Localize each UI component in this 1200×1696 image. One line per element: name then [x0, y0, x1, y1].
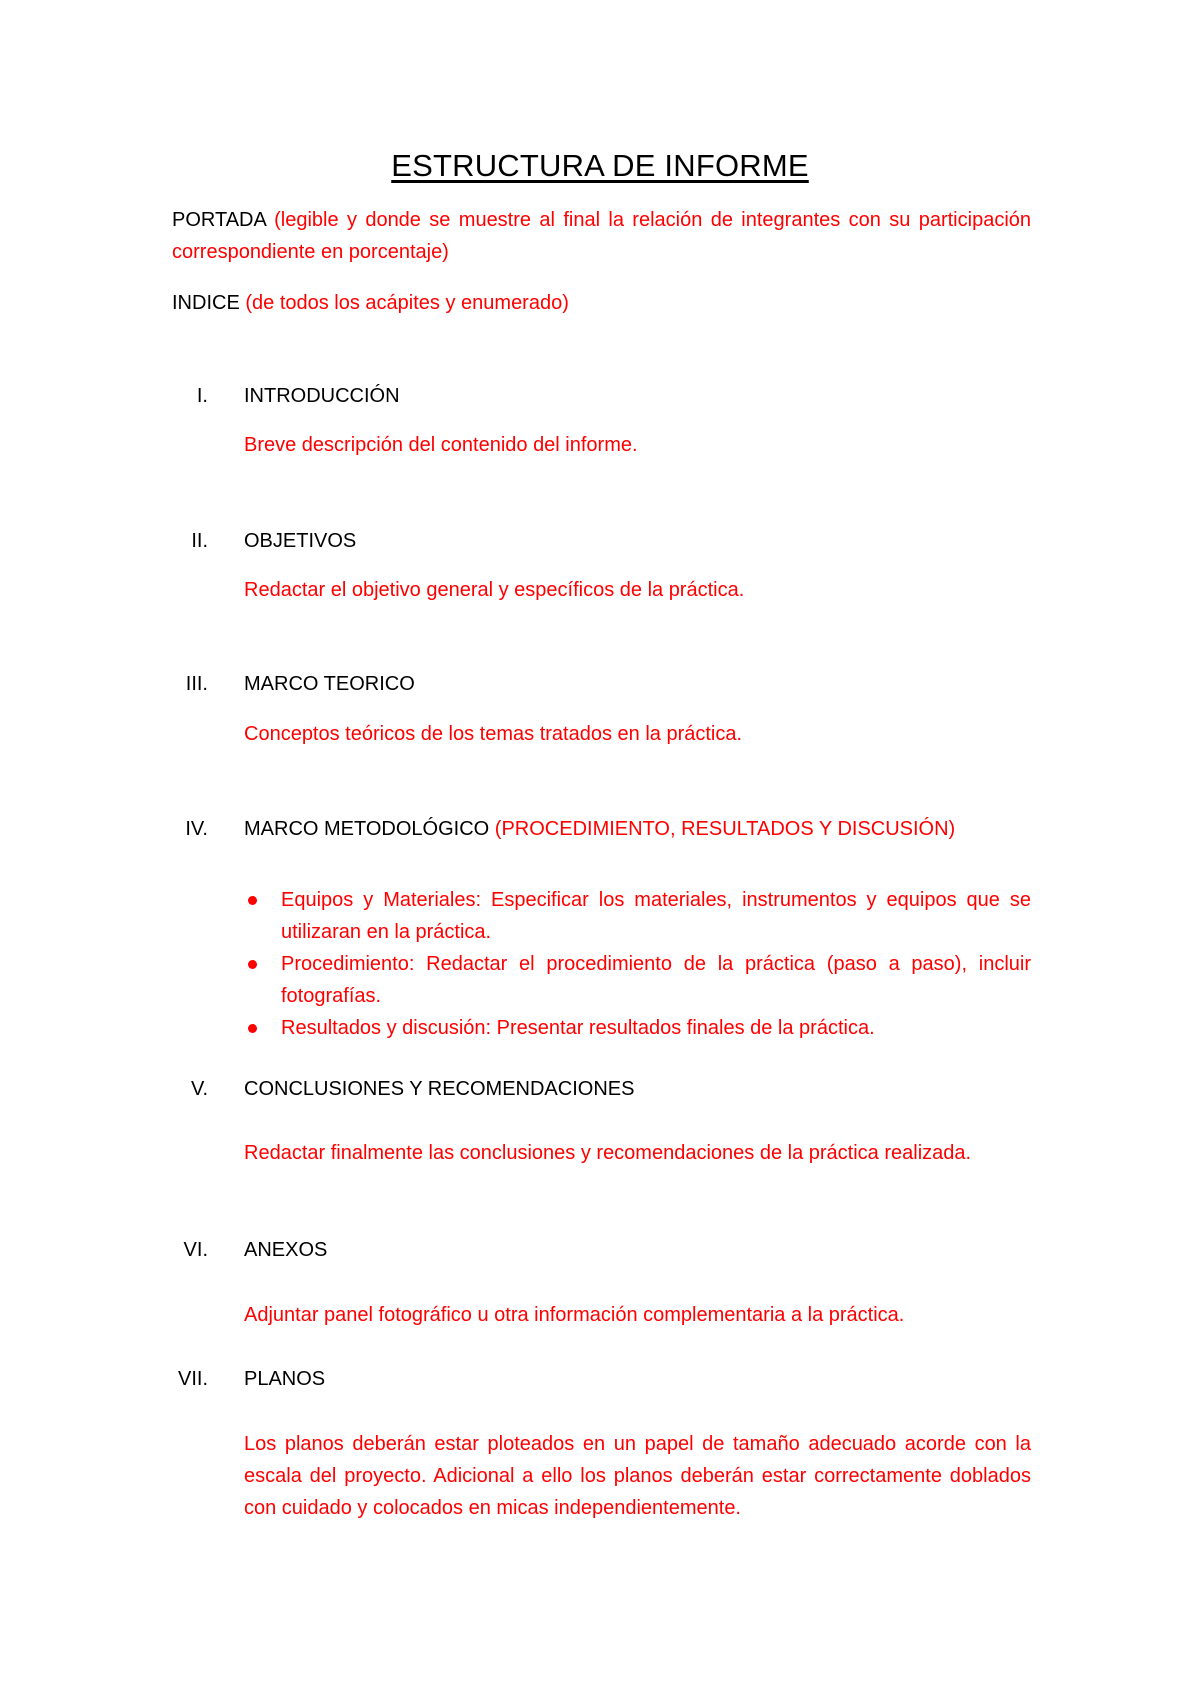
- section-numeral: VI.: [183, 1239, 208, 1261]
- section-heading-objetivos: OBJETIVOS: [244, 530, 357, 552]
- section-heading-anexos: ANEXOS: [244, 1239, 328, 1261]
- bullet-icon: [248, 1024, 257, 1033]
- indice-label: INDICE: [172, 292, 240, 314]
- metodologia-bullet-list: [244, 884, 1031, 1044]
- section-numeral: II.: [191, 530, 208, 552]
- list-item: [244, 884, 1031, 948]
- section-description-introduccion: Breve descripción del contenido del informe.: [244, 434, 638, 456]
- section-numeral: IV.: [185, 818, 208, 840]
- section-numeral: V.: [190, 1078, 208, 1100]
- section-numeral: III.: [185, 673, 208, 695]
- portada-paragraph: [172, 204, 1031, 268]
- list-item: [244, 948, 1031, 1012]
- section-heading-note: (PROCEDIMIENTO, RESULTADOS Y DISCUSIÓN): [494, 818, 956, 840]
- section-heading-planos: PLANOS: [244, 1368, 326, 1390]
- bullet-icon: [248, 960, 257, 969]
- portada-note: (legible y donde se muestre al final la relación de integrantes con su participación correspondiente en porcentaje): [172, 209, 1032, 263]
- indice-note: (de todos los acápites y enumerado): [245, 292, 569, 314]
- list-item-text: Procedimiento: Redactar el procedimiento de la práctica (paso a paso), incluir fotografías.: [281, 953, 1031, 1007]
- document-title: ESTRUCTURA DE INFORME: [391, 148, 809, 183]
- section-numeral: I.: [196, 385, 208, 407]
- indice-paragraph: [172, 287, 1031, 319]
- section-description-anexos: Adjuntar panel fotográfico u otra información complementaria a la práctica.: [244, 1304, 905, 1326]
- section-description-conclusiones: Redactar finalmente las conclusiones y recomendaciones de la práctica realizada.: [244, 1142, 972, 1164]
- list-item-text: Resultados y discusión: Presentar resultados finales de la práctica.: [281, 1017, 875, 1039]
- bullet-icon: [248, 896, 257, 905]
- section-heading-introduccion: INTRODUCCIÓN: [244, 385, 400, 407]
- section-description-objetivos: Redactar el objetivo general y específicos de la práctica.: [244, 579, 745, 601]
- section-heading-marco-teorico: MARCO TEORICO: [244, 673, 415, 695]
- section-description-marco-teorico: Conceptos teóricos de los temas tratados en la práctica.: [244, 723, 743, 745]
- portada-label: PORTADA: [172, 209, 266, 231]
- list-item: [244, 1012, 1031, 1044]
- section-description-planos: Los planos deberán estar ploteados en un papel de tamaño adecuado acorde con la escala del proyecto. Adicional a ello los planos deberán estar correctamente doblados con cuidado y colocados en micas independientemente.: [244, 1433, 1031, 1519]
- section-numeral: VII.: [178, 1368, 209, 1390]
- section-heading-text: MARCO METODOLÓGICO: [244, 818, 490, 840]
- list-item-text: Equipos y Materiales: Especificar los materiales, instrumentos y equipos que se utilizaran en la práctica.: [281, 889, 1031, 943]
- section-heading-marco-metodologico: [244, 818, 955, 841]
- section-heading-conclusiones: CONCLUSIONES Y RECOMENDACIONES: [244, 1078, 635, 1100]
